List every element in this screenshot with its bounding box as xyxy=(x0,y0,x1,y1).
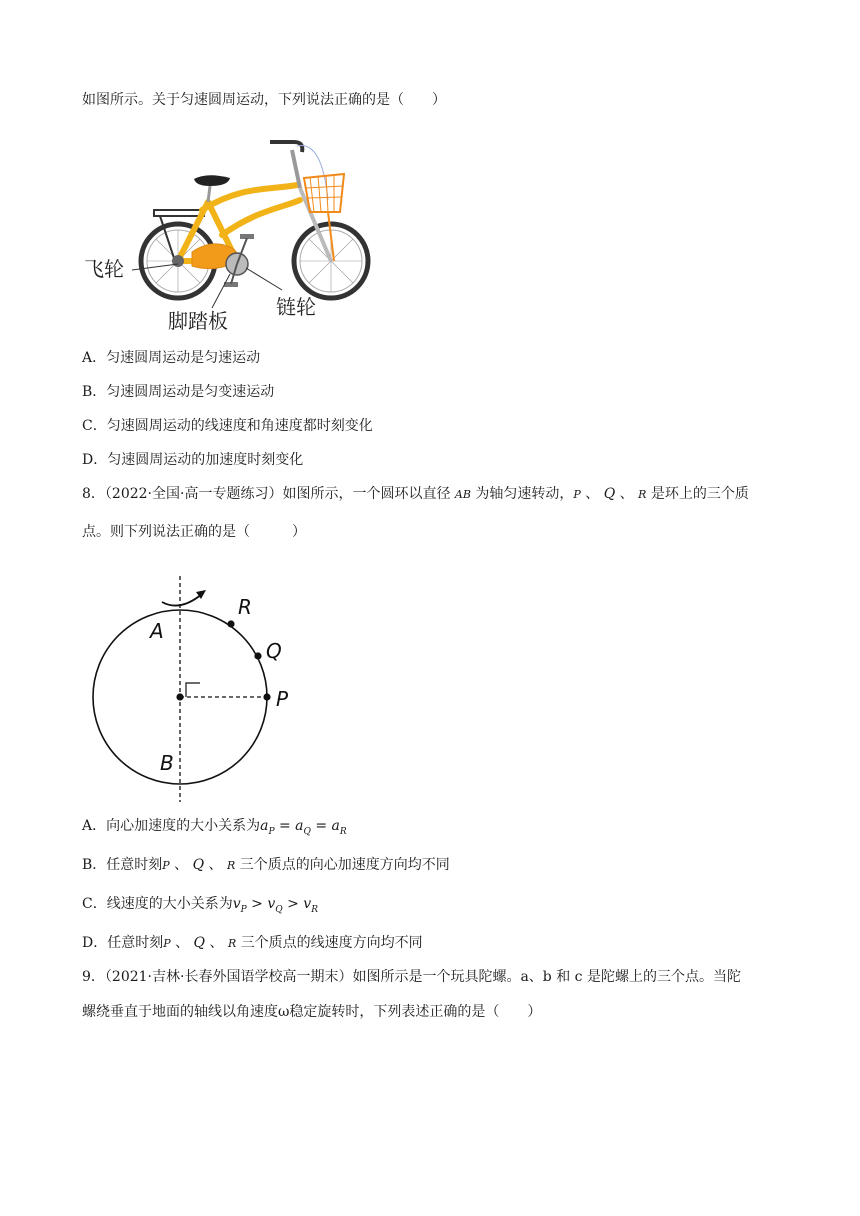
point-r xyxy=(227,620,234,627)
q8-option-c: C．线速度的大小关系为$v_P > v_Q > v_R$ xyxy=(82,896,318,915)
q9-stem-line2: 螺绕垂直于地面的轴线以角速度ω稳定旋转时，下列表述正确的是（ ） xyxy=(82,1004,542,1020)
flywheel xyxy=(172,255,184,267)
ring-figure xyxy=(82,570,312,805)
q7-option-d: D．匀速圆周运动的加速度时刻变化 xyxy=(82,452,304,468)
q8-stem-line2: 点。则下列说法正确的是（ ） xyxy=(82,524,306,540)
label-q: Q xyxy=(266,639,282,663)
label-a: A xyxy=(150,619,164,643)
point-p xyxy=(263,693,270,700)
q7-intro: 如图所示。关于匀速圆周运动，下列说法正确的是（ ） xyxy=(82,92,446,108)
label-b: B xyxy=(160,751,174,775)
label-r: R xyxy=(238,595,252,619)
q7-option-a: A．匀速圆周运动是匀速运动 xyxy=(82,350,261,366)
q9-stem-line1: 9．（2021·吉林·长春外国语学校高一期末）如图所示是一个玩具陀螺。a、b 和 c 是陀螺上的三个点。当陀 xyxy=(82,969,741,985)
q8-option-b: B．任意时刻P 、 Q 、 R 三个质点的向心加速度方向均不同 xyxy=(82,857,450,873)
bicycle-figure xyxy=(82,130,382,335)
q7-option-c: C．匀速圆周运动的线速度和角速度都时刻变化 xyxy=(82,418,373,434)
rotation-arrow xyxy=(162,594,202,606)
label-p: P xyxy=(276,687,289,711)
q8-option-a: A．向心加速度的大小关系为$a_P = a_Q = a_R$ xyxy=(82,818,347,837)
label-pedal: 脚踏板 xyxy=(168,309,228,333)
point-q xyxy=(254,652,261,659)
q8-stem-line1: 8．（2022·全国·高一专题练习）如图所示，一个圆环以直径 AB 为轴匀速转动，P 、 Q 、 R 是环上的三个质 xyxy=(82,486,749,502)
label-flywheel: 飞轮 xyxy=(84,257,124,281)
label-sprocket: 链轮 xyxy=(276,295,316,319)
q7-option-b: B．匀速圆周运动是匀变速运动 xyxy=(82,384,275,400)
q8-option-d: D．任意时刻P 、 Q 、 R 三个质点的线速度方向均不同 xyxy=(82,935,423,951)
